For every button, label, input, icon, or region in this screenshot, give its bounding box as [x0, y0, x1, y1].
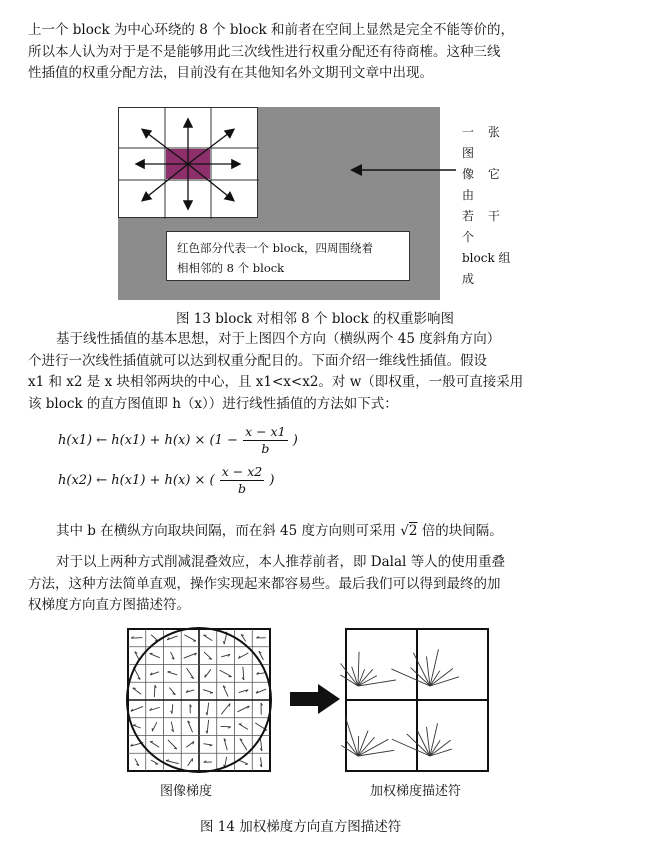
text-line: 该 block 的直方图值即 h（x））进行线性插值的方法如下式：	[28, 395, 398, 412]
text-line: 方法，这种方法简单直观，操作实现起来都容易些。最后我们可以得到最终的加	[28, 575, 501, 592]
text-line: x1 和 x2 是 x 块相邻两块的中心，且 x1<x<x2。对 w（即权重，一般可直接采用	[28, 374, 524, 390]
red-block-note	[166, 231, 410, 281]
formula-1-fraction	[243, 424, 287, 457]
text-segment: 倍的块间隔。	[421, 523, 503, 539]
paragraph-interval	[28, 521, 628, 543]
gradient-arrow-head	[210, 693, 213, 694]
formula-2-lhs: h(x2) ← h(x1) + h(x) × (	[58, 473, 215, 488]
text-segment: 其中 b 在横纵方向取块间隔，而在斜 45 度方向则可采用	[56, 523, 396, 539]
formula-1-lhs: h(x1) ← h(x1) + h(x) × (1 −	[58, 433, 238, 448]
formula-2	[58, 464, 274, 497]
side-note-line: 一 张 图	[462, 125, 505, 160]
paragraph-linear-interp	[28, 329, 628, 415]
label-image-gradient: 图像梯度	[160, 784, 213, 799]
formula-1-denominator: b	[261, 441, 270, 456]
label-weighted-descriptor: 加权梯度描述符	[370, 784, 462, 799]
side-note-line: block 组	[462, 251, 511, 265]
side-note-image-blocks	[462, 122, 524, 290]
eight-direction-arrows	[137, 120, 239, 208]
gradient-arrow-head	[229, 704, 230, 707]
text-line: 上一个 block 为中心环绕的 8 个 block 和前者在空间上显然是完全不能等价的，	[28, 22, 514, 38]
red-note-line: 红色部分代表一个 block，四周围绕着	[177, 241, 374, 255]
text-line: 基于线性插值的基本思想，对于上图四个方向（横纵两个 45 度斜角方向）	[56, 331, 501, 347]
formula-2-denominator: b	[238, 481, 247, 496]
formula-1-close: )	[292, 433, 298, 448]
formula-2-fraction	[220, 464, 264, 497]
block-grid	[118, 107, 258, 218]
figure-14-caption: 图 14 加权梯度方向直方图描述符	[200, 819, 402, 835]
big-right-arrow-icon	[290, 684, 340, 714]
text-line: 个进行一次线性插值就可以达到权重分配目的。下面介绍一维线性插值。假设	[28, 352, 487, 369]
side-note-line: 若 干 个	[462, 209, 505, 244]
formula-1	[58, 424, 298, 457]
figure-14-weighted-hog	[118, 624, 498, 804]
sqrt-value: 2	[408, 523, 418, 539]
figure-13-caption: 图 13 block 对相邻 8 个 block 的权重影响图	[176, 311, 454, 327]
pointer-arrow-icon	[348, 160, 458, 180]
text-line: 所以本人认为对于是不是能够用此三次线性进行权重分配还有待商榷。这种三线	[28, 43, 501, 60]
sqrt-symbol: √	[400, 523, 409, 539]
formula-2-numerator: x − x2	[221, 464, 263, 479]
side-note-line: 像 它 由	[462, 167, 505, 202]
figure-14-diagram	[118, 624, 498, 774]
gradient-arrow-head	[168, 671, 171, 672]
descriptor-arrow	[358, 736, 359, 756]
text-line: 权梯度方向直方图描述符。	[28, 597, 190, 613]
block-grid-svg	[119, 108, 259, 219]
paragraph-intro	[28, 20, 628, 85]
text-line: 对于以上两种方式削减混叠效应，本人推荐前者，即 Dalal 等人的使用重叠	[56, 554, 506, 570]
formula-2-close: )	[269, 473, 275, 488]
formula-1-numerator: x − x1	[245, 424, 286, 439]
text-line: 性插值的权重分配方法，目前没有在其他知名外文期刊文章中出现。	[28, 65, 433, 81]
figure-13-block-neighbors	[118, 107, 440, 300]
side-note-line: 成	[462, 272, 480, 286]
red-note-line: 相相邻的 8 个 block	[177, 261, 285, 275]
paragraph-conclusion	[28, 552, 628, 617]
